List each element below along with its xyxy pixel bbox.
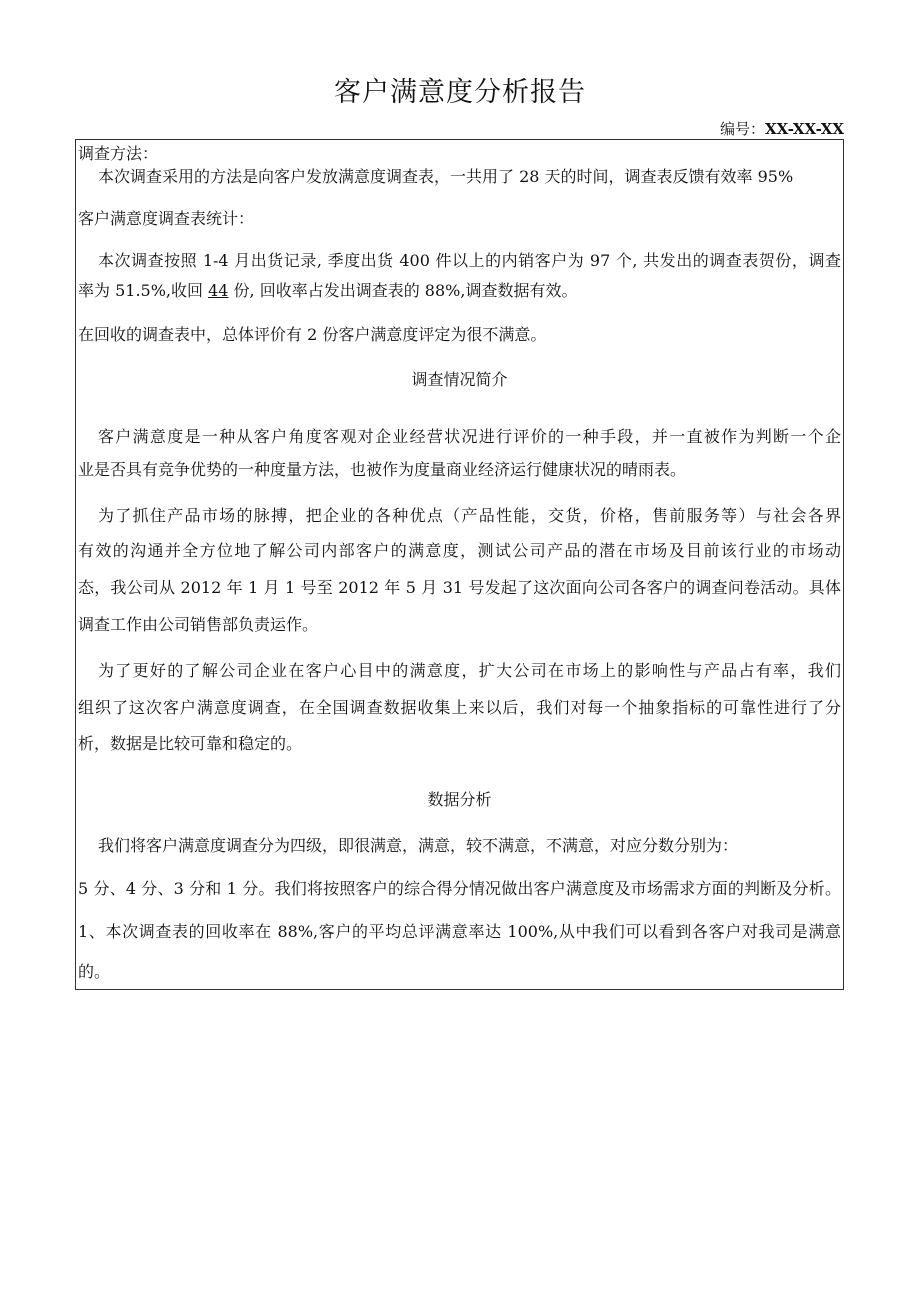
stats-line-1: 本次调查按照 1-4 月出货记录, 季度出货 400 件以上的内销客户为 97 个, 共发出的调查表贺份，调查	[98, 251, 841, 270]
analysis-heading: 数据分析	[427, 790, 492, 809]
analysis-line-4: 的。	[78, 962, 111, 981]
intro-p2-line-4: 调查工作由公司销售部负责运作。	[78, 615, 319, 634]
intro-p3-line-3: 析，数据是比较可靠和稳定的。	[78, 734, 303, 753]
method-heading: 调查方法：	[78, 144, 159, 163]
analysis-line-1: 我们将客户满意度调查分为四级，即很满意，满意，较不满意，不满意，对应分数分别为：	[98, 836, 739, 855]
intro-p3-line-1: 为了更好的了解公司企业在客户心目中的满意度，扩大公司在市场上的影响性与产品占有率，我们	[98, 661, 841, 680]
report-table	[75, 139, 844, 990]
intro-p2-line-2: 有效的沟通并全方位地了解公司内部客户的满意度，测试公司产品的潜在市场及目前该行业的市场动	[78, 541, 841, 560]
document-number-value: XX-XX-XX	[764, 120, 844, 138]
returned-count: 44	[208, 281, 229, 300]
stats-line-2-b: 份, 回收率占发出调查表的 88%,调查数据有效。	[228, 281, 578, 300]
intro-p2-line-3: 态，我公司从 2012 年 1 月 1 号至 2012 年 5 月 31 号发起了这次面向公司各客户的调查问卷活动。具体	[78, 578, 841, 597]
document-title: 客户满意度分析报告	[334, 77, 586, 108]
intro-p1-line-1: 客户满意度是一种从客户角度客观对企业经营状况进行评价的一种手段，并一直被作为判断一个企	[98, 427, 841, 446]
stats-line-2	[78, 279, 841, 303]
intro-heading: 调查情况简介	[411, 370, 508, 389]
method-text: 本次调查采用的方法是向客户发放满意度调查表，一共用了 28 天的时间，调查表反馈有效率 95%	[98, 167, 794, 186]
unsatisfied-line: 在回收的调查表中，总体评价有 2 份客户满意度评定为很不满意。	[78, 325, 547, 344]
intro-p1-line-2: 业是否具有竞争优势的一种度量方法，也被作为度量商业经济运行健康状况的晴雨表。	[78, 460, 687, 479]
intro-p3-line-2: 组织了这次客户满意度调查，在全国调查数据收集上来以后，我们对每一个抽象指标的可靠性进行了分	[78, 698, 841, 717]
document-number-label: 编号：	[719, 120, 765, 138]
analysis-line-3: 1、本次调查表的回收率在 88%,客户的平均总评满意率达 100%,从中我们可以看到各客户对我司是满意	[78, 922, 841, 941]
stats-line-2-a: 率为 51.5%,收回	[78, 281, 209, 300]
intro-p2-line-1: 为了抓住产品市场的脉搏，把企业的各种优点（产品性能，交货，价格，售前服务等）与社会各界	[98, 506, 841, 525]
analysis-line-2: 5 分、4 分、3 分和 1 分。我们将按照客户的综合得分情况做出客户满意度及市场需求方面的判断及分析。	[78, 879, 841, 898]
stats-heading: 客户满意度调查表统计：	[78, 209, 255, 228]
document-number	[720, 118, 844, 139]
